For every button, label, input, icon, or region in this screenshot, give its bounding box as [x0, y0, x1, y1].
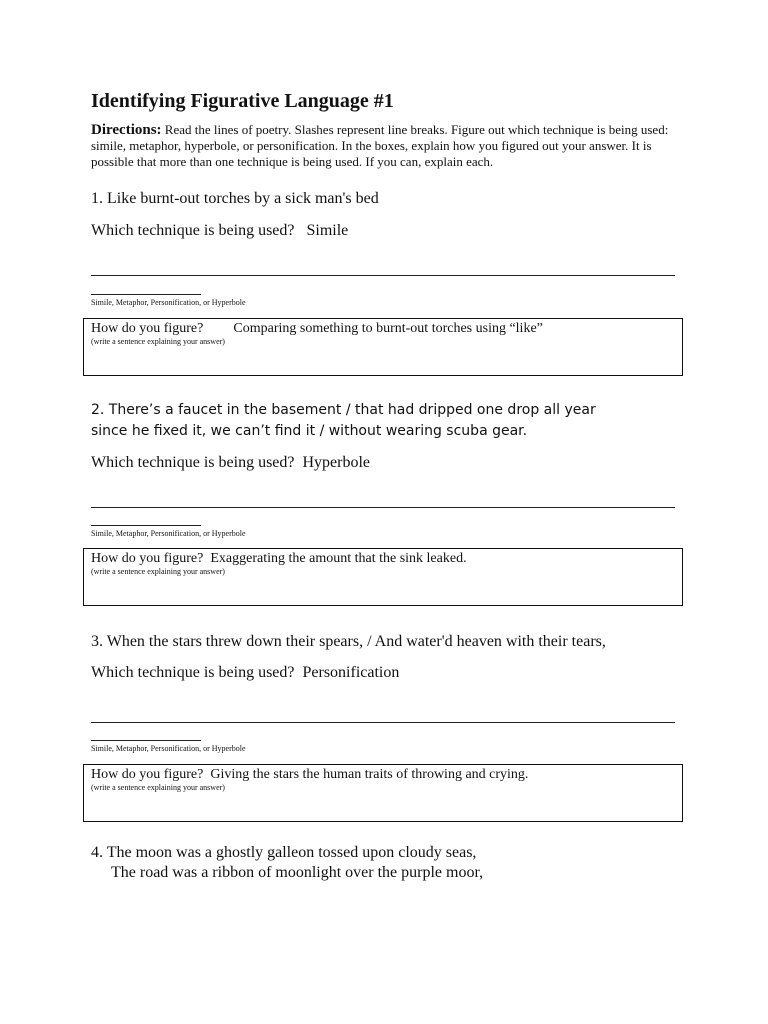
technique-prompt: Which technique is being used? [91, 222, 295, 239]
box-prompt: How do you figure? [91, 551, 204, 566]
explanation-box-2 [83, 548, 683, 606]
answer-line-short [91, 525, 201, 526]
box-prompt-line [91, 321, 543, 337]
technique-prompt: Which technique is being used? [91, 454, 295, 471]
box-prompt: How do you figure? [91, 321, 204, 336]
question-2-technique [91, 454, 370, 472]
directions [91, 122, 691, 170]
question-3-technique [91, 664, 399, 682]
answer-line-short [91, 740, 201, 741]
question-1-line-1: 1. Like burnt-out torches by a sick man's bed [91, 190, 379, 207]
technique-hint: Simile, Metaphor, Personification, or Hyperbole [91, 298, 246, 307]
question-2-line-2: since he fixed it, we can’t find it / without wearing scuba gear. [91, 423, 528, 439]
box-prompt-line [91, 551, 467, 567]
answer-line [91, 722, 675, 723]
question-4-line-2: The road was a ribbon of moonlight over the purple moor, [111, 864, 484, 881]
explanation-box-1 [83, 318, 683, 376]
question-3-explanation: Giving the stars the human traits of throwing and crying. [210, 767, 529, 782]
directions-label: Directions: [91, 122, 162, 138]
box-subtext: (write a sentence explaining your answer) [91, 567, 225, 576]
technique-hint: Simile, Metaphor, Personification, or Hyperbole [91, 529, 246, 538]
box-subtext: (write a sentence explaining your answer) [91, 337, 225, 346]
question-2-explanation: Exaggerating the amount that the sink leaked. [210, 551, 467, 566]
question-1-explanation: Comparing something to burnt-out torches using “like” [233, 321, 543, 336]
question-2-answer: Hyperbole [302, 454, 371, 471]
question-3-answer: Personification [302, 664, 400, 681]
question-1-answer: Simile [306, 222, 349, 239]
box-prompt: How do you figure? [91, 767, 204, 782]
question-2-line-1: 2. There’s a faucet in the basement / that had dripped one drop all year [91, 402, 596, 418]
question-1-technique [91, 222, 348, 240]
box-subtext: (write a sentence explaining your answer) [91, 783, 225, 792]
box-prompt-line [91, 767, 528, 783]
answer-line [91, 275, 675, 276]
answer-line [91, 507, 675, 508]
explanation-box-3 [83, 764, 683, 822]
question-3-line-1: 3. When the stars threw down their spears, / And water'd heaven with their tears, [91, 633, 606, 650]
directions-text: Read the lines of poetry. Slashes represent line breaks. Figure out which technique is being used: simile, metaphor, hyperbole, or personification. In the boxes, explain how you figured out your answer. It is possible that more than one technique is being used. If you can, explain each. [91, 122, 669, 169]
question-4-line-1: 4. The moon was a ghostly galleon tossed upon cloudy seas, [91, 844, 477, 861]
worksheet-title: Identifying Figurative Language #1 [91, 90, 394, 112]
technique-hint: Simile, Metaphor, Personification, or Hyperbole [91, 744, 246, 753]
answer-line-short [91, 294, 201, 295]
technique-prompt: Which technique is being used? [91, 664, 295, 681]
